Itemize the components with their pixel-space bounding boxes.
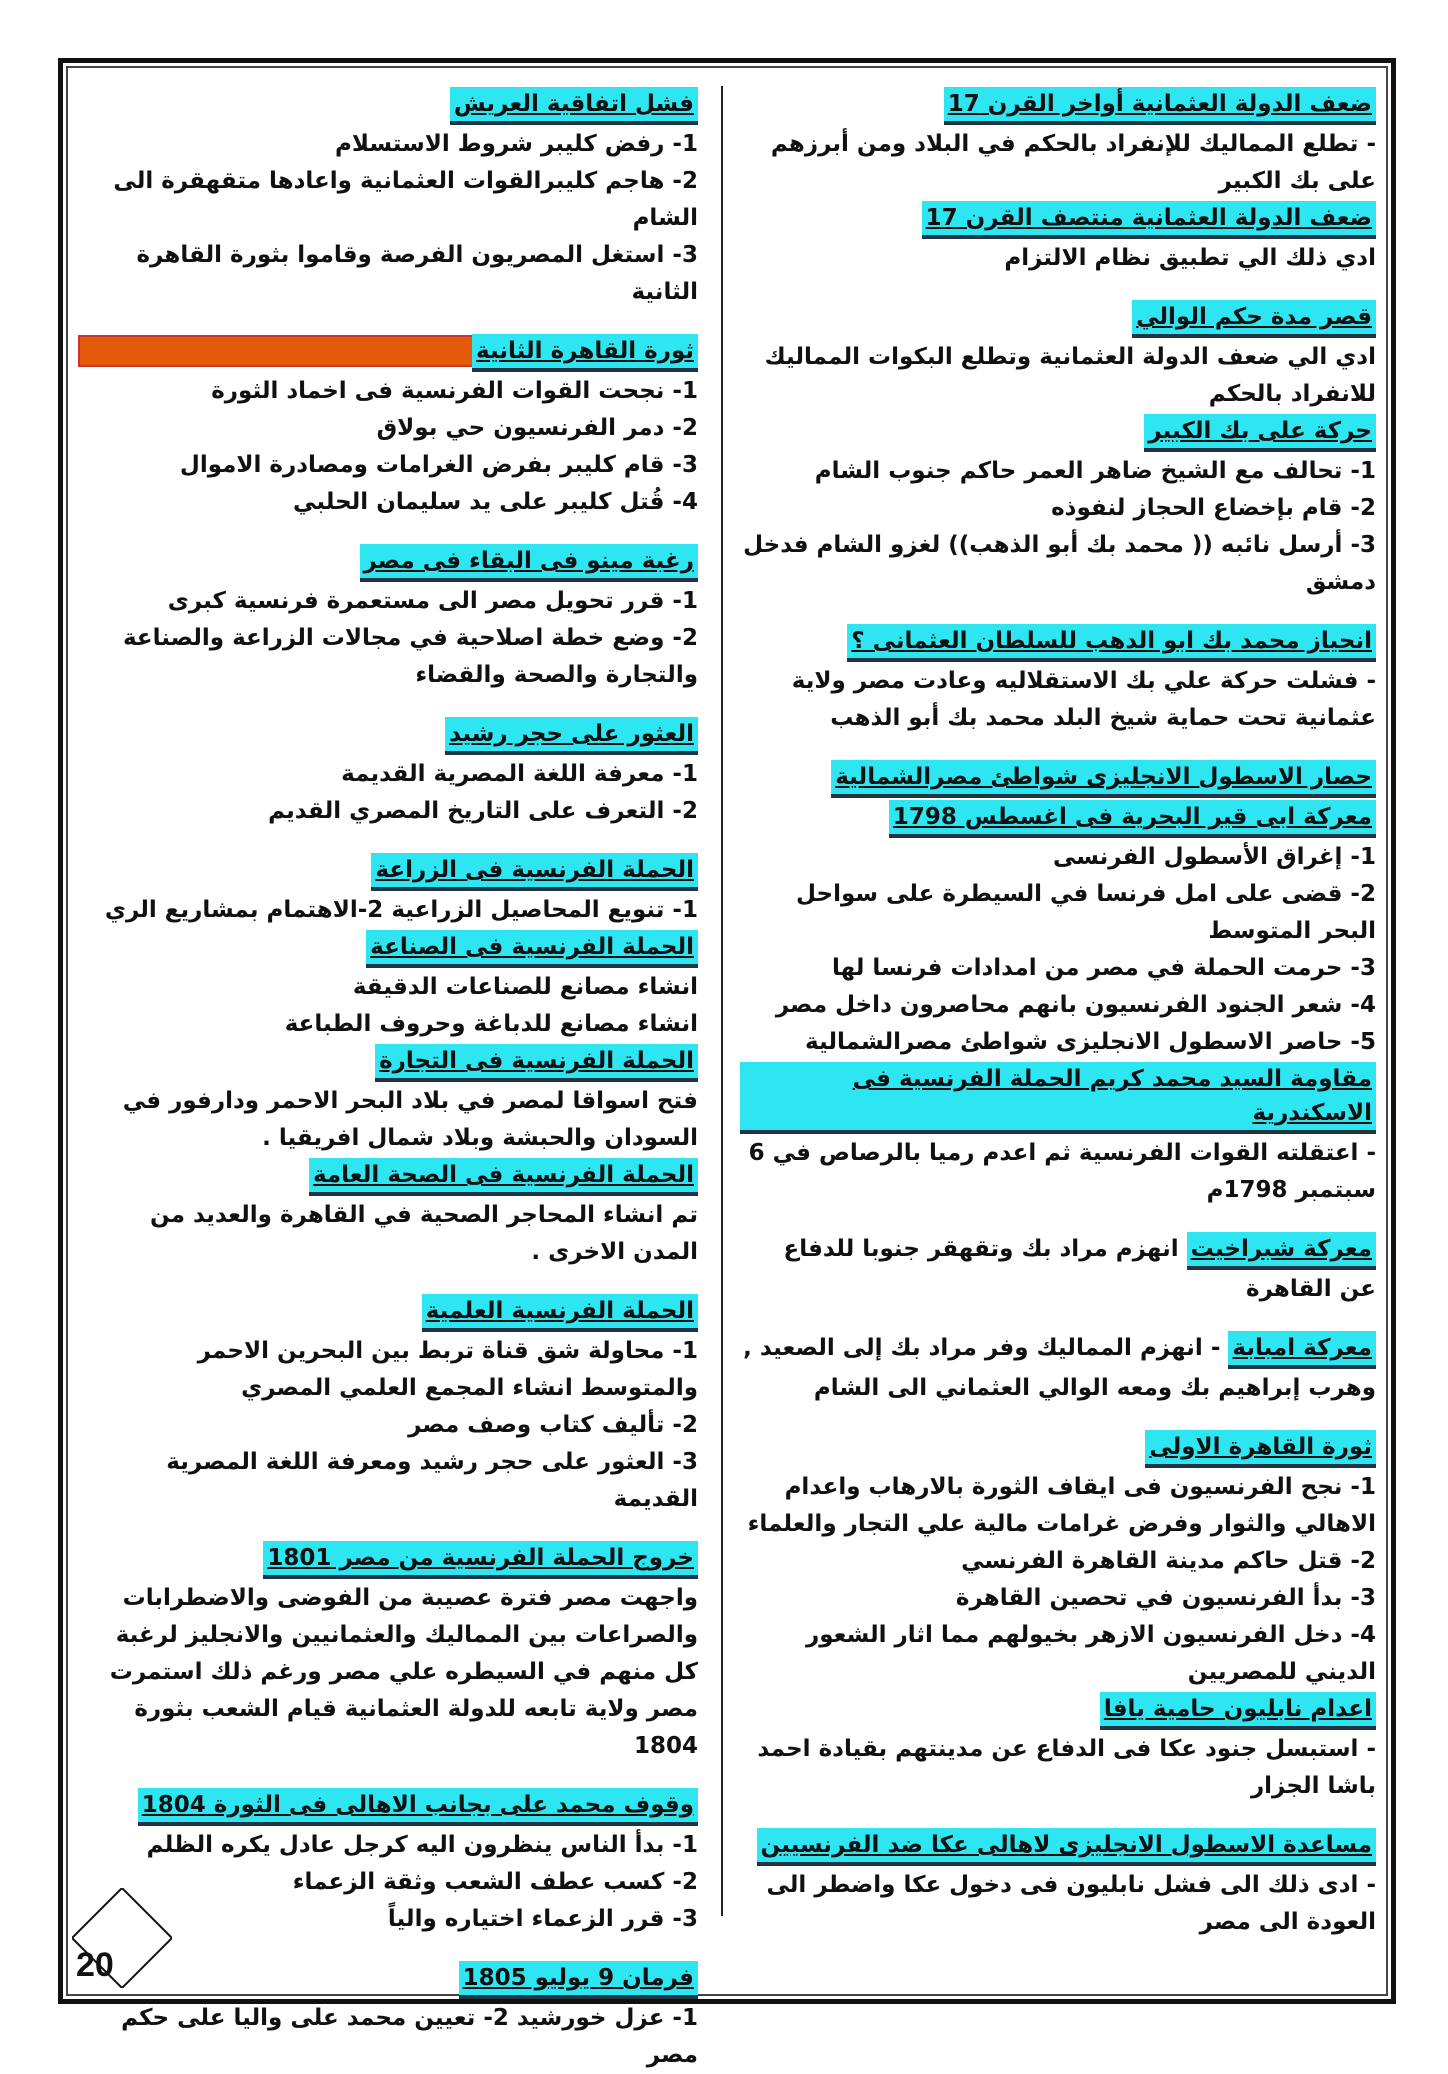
section-line: 1- تنويع المحاصيل الزراعية 2-الاهتمام بمشاريع الري — [104, 897, 698, 923]
section — [740, 1429, 1376, 1691]
section-line: انشاء مصانع للدباغة وحروف الطباعة — [284, 1011, 698, 1037]
section-line: 1- نجح الفرنسيون فى ايقاف الثورة بالارهاب واعدام الاهالي والثوار وفرض غرامات مالية علي التجار والعلماء — [747, 1474, 1376, 1537]
section-heading-row — [78, 1540, 698, 1580]
section — [740, 759, 1376, 799]
page-number: 20 — [76, 1946, 114, 1984]
section-line: فتح اسواقا لمصر في بلاد البحر الاحمر ودارفور في السودان والحبشة وبلاد شمال افريقيا . — [122, 1088, 698, 1151]
section — [78, 1043, 698, 1157]
left-column — [78, 86, 698, 2074]
section-heading-row — [78, 543, 698, 583]
section — [740, 1330, 1376, 1407]
section — [78, 929, 698, 1043]
section-line: 2- دمر الفرنسيون حي بولاق — [376, 415, 698, 441]
section — [740, 200, 1376, 277]
section-line: 4- قُتل كليبر على يد سليمان الحلبي — [293, 489, 698, 515]
section-line: ادي ذلك الي تطبيق نظام الالتزام — [1004, 245, 1376, 271]
section-heading-row — [78, 1787, 698, 1827]
section-heading: الحملة الفرنسية فى الزراعة — [371, 853, 698, 891]
section — [740, 299, 1376, 413]
section — [78, 1157, 698, 1271]
section-heading: معركة ابى قير البحرية فى اغسطس 1798 — [889, 800, 1376, 838]
section-heading: ضعف الدولة العثمانية أواخر القرن 17 — [944, 87, 1376, 125]
section-heading-row — [740, 413, 1376, 453]
section — [78, 852, 698, 929]
section-heading-row — [740, 1429, 1376, 1469]
section-line: 3- العثور على حجر رشيد ومعرفة اللغة المصرية القديمة — [166, 1449, 698, 1512]
highlight-bar — [78, 335, 493, 367]
section-line: 1- عزل خورشيد 2- تعيين محمد على واليا على حكم مصر — [121, 2005, 698, 2068]
section — [740, 1691, 1376, 1805]
section-heading: اعدام نابليون حامية يافا — [1100, 1692, 1376, 1730]
section-line: 2- قتل حاكم مدينة القاهرة الفرنسي — [961, 1548, 1376, 1574]
section-line: 2- قام بإخضاع الحجاز لنفوذه — [1051, 495, 1376, 521]
section-line: 1- إغراق الأسطول الفرنسى — [1052, 844, 1376, 870]
section-line: 1- رفض كليبر شروط الاستسلام — [335, 131, 698, 157]
section — [78, 1540, 698, 1765]
section-heading: فشل اتفاقية العريش — [450, 87, 698, 125]
section-line: - اعتقلته القوات الفرنسية ثم اعدم رميا بالرصاص في 6 سبتمبر 1798م — [748, 1140, 1376, 1203]
section-heading: قصر مدة حكم الوالي — [1132, 300, 1376, 338]
section-heading: ثورة القاهرة الاولى — [1145, 1430, 1376, 1468]
section — [740, 413, 1376, 601]
right-column — [740, 86, 1376, 1941]
section-line: واجهت مصر فترة عصيبة من الفوضى والاضطرابات والصراعات بين المماليك والعثمانيين والانجليز لرغبة كل منهم في السيطره علي مصر ورغم ذلك استمرت مصر ولاية تابعه للدولة العثمانية قيام الشعب بثورة 1804 — [109, 1585, 698, 1759]
section-heading: وقوف محمد على بجانب الاهالى فى الثورة 1804 — [138, 1788, 698, 1826]
section-line: 3- بدأ الفرنسيون في تحصين القاهرة — [955, 1585, 1376, 1611]
section-heading: خروج الحملة الفرنسية من مصر 1801 — [263, 1541, 698, 1579]
section — [78, 716, 698, 830]
section-line: ادي الي ضعف الدولة العثمانية وتطلع البكوات المماليك للانفراد بالحكم — [764, 344, 1376, 407]
section-heading-row — [740, 1827, 1376, 1867]
section-text: انهزم مراد بك وتقهقر جنوبا للدفاع عن القاهرة — [783, 1236, 1376, 1302]
section-line: 3- قام كليبر بفرض الغرامات ومصادرة الاموال — [179, 452, 698, 478]
section-heading: فرمان 9 يوليو 1805 — [459, 1961, 698, 1999]
section-heading: حركة على بك الكبير — [1144, 414, 1376, 452]
section — [740, 1061, 1376, 1209]
section-heading: رغبة مينو فى البقاء فى مصر — [360, 544, 699, 582]
section-line: 3- أرسل نائبه (( محمد بك أبو الذهب)) لغزو الشام فدخل دمشق — [743, 532, 1376, 595]
section — [78, 86, 698, 311]
section-line: 1- قرر تحويل مصر الى مستعمرة فرنسية كبرى — [167, 588, 698, 614]
section-heading-row — [78, 716, 698, 756]
section-heading-row — [78, 1293, 698, 1333]
column-divider — [721, 86, 723, 1916]
section-heading-row — [740, 623, 1376, 663]
section-line: 1- تحالف مع الشيخ ضاهر العمر حاكم جنوب الشام — [814, 458, 1376, 484]
section — [78, 543, 698, 694]
section-line: 2- قضى على امل فرنسا في السيطرة على سواحل البحر المتوسط — [795, 881, 1376, 944]
section-heading-row — [740, 1691, 1376, 1731]
section — [78, 1293, 698, 1518]
section-line: 2- كسب عطف الشعب وثقة الزعماء — [292, 1869, 698, 1895]
section-heading: الحملة الفرنسية فى الصناعة — [366, 930, 698, 968]
section-line: 3- قرر الزعماء اختياره والياً — [387, 1906, 698, 1932]
section-heading: معركة امبابة — [1228, 1331, 1376, 1369]
section-line: 1- معرفة اللغة المصرية القديمة — [341, 761, 698, 787]
section-heading: مساعدة الاسطول الانجليزى لاهالى عكا ضد الفرنسيين — [757, 1828, 1376, 1866]
section-heading: معركة شبراخيت — [1187, 1232, 1376, 1270]
section-line: 1- بدأ الناس ينظرون اليه كرجل عادل يكره الظلم — [146, 1832, 698, 1858]
section-heading-row — [740, 299, 1376, 339]
section-heading-row — [740, 759, 1376, 799]
section-heading-row — [78, 852, 698, 892]
section-heading-row — [740, 799, 1376, 839]
section-line: - ادى ذلك الى فشل نابليون فى دخول عكا واضطر الى العودة الى مصر — [766, 1872, 1376, 1935]
section-line: - استبسل جنود عكا فى الدفاع عن مدينتهم بقيادة احمد باشا الجزار — [757, 1736, 1376, 1799]
section-line: تم انشاء المحاجر الصحية في القاهرة والعديد من المدن الاخرى . — [150, 1202, 698, 1265]
section-line: 4- دخل الفرنسيون الازهر بخيولهم مما اثار الشعور الديني للمصريين — [805, 1622, 1376, 1685]
section-heading-row — [78, 929, 698, 969]
section-line: 1- نجحت القوات الفرنسية فى اخماد الثورة — [211, 378, 698, 404]
section-line: 2- التعرف على التاريخ المصري القديم — [268, 798, 698, 824]
section-heading-row — [740, 1061, 1376, 1135]
section-heading-row — [740, 200, 1376, 240]
section — [78, 333, 698, 521]
section — [740, 623, 1376, 737]
section-line: 4- شعر الجنود الفرنسيون بانهم محاصرون داخل مصر — [775, 992, 1376, 1018]
section-text: - انهزم المماليك وفر مراد بك إلى الصعيد , وهرب إبراهيم بك ومعه الوالي العثماني الى الشام — [743, 1335, 1376, 1401]
section-line: 5- حاصر الاسطول الانجليزى شواطئ مصرالشمالية — [805, 1029, 1376, 1055]
section-heading: الحملة الفرنسية فى الصحة العامة — [309, 1158, 698, 1196]
section-line: 2- تأليف كتاب وصف مصر — [408, 1412, 698, 1438]
section-line: - فشلت حركة علي بك الاستقلاليه وعادت مصر ولاية عثمانية تحت حماية شيخ البلد محمد بك أبو الذهب — [791, 668, 1376, 731]
section — [740, 799, 1376, 1061]
section-heading: انحياز محمد بك ابو الدهب للسلطان العثمانى ؟ — [847, 624, 1376, 662]
section-line: - تطلع المماليك للإنفراد بالحكم في البلاد ومن أبرزهم على بك الكبير — [770, 131, 1376, 194]
section — [740, 1231, 1376, 1308]
section-heading-row — [78, 1043, 698, 1083]
section-heading-row — [740, 1231, 1376, 1308]
section-heading: ضعف الدولة العثمانية منتصف القرن 17 — [922, 201, 1376, 239]
section-line: 1- محاولة شق قناة تربط بين البحرين الاحمر والمتوسط انشاء المجمع العلمي المصري — [197, 1338, 698, 1401]
section-heading: العثور على حجر رشيد — [445, 717, 698, 755]
section-line: 3- استغل المصريون الفرصة وقاموا بثورة القاهرة الثانية — [136, 242, 698, 305]
section-heading-row — [740, 1330, 1376, 1407]
section-heading-row — [78, 333, 698, 373]
section-line: 2- وضع خطة اصلاحية في مجالات الزراعة والصناعة والتجارة والصحة والقضاء — [122, 625, 698, 688]
section-heading: مقاومة السيد محمد كريم الحملة الفرنسية فى الاسكندرية — [740, 1062, 1376, 1134]
section-line: 2- هاجم كليبرالقوات العثمانية واعادها متقهقرة الى الشام — [113, 168, 698, 231]
section-heading: الحملة الفرنسية العلمية — [422, 1294, 698, 1332]
section — [740, 1827, 1376, 1941]
section — [740, 86, 1376, 200]
section-heading-row — [78, 1157, 698, 1197]
section-heading: ثورة القاهرة الثانية — [472, 334, 698, 372]
section-heading-row — [78, 86, 698, 126]
section-line: انشاء مصانع للصناعات الدقيقة — [352, 974, 698, 1000]
section-heading-row — [740, 86, 1376, 126]
section-heading: الحملة الفرنسية فى التجارة — [375, 1044, 698, 1082]
section-heading: حصار الاسطول الانجليزى شواطئ مصرالشمالية — [831, 760, 1376, 798]
section-line: 3- حرمت الحملة في مصر من امدادات فرنسا لها — [831, 955, 1376, 981]
